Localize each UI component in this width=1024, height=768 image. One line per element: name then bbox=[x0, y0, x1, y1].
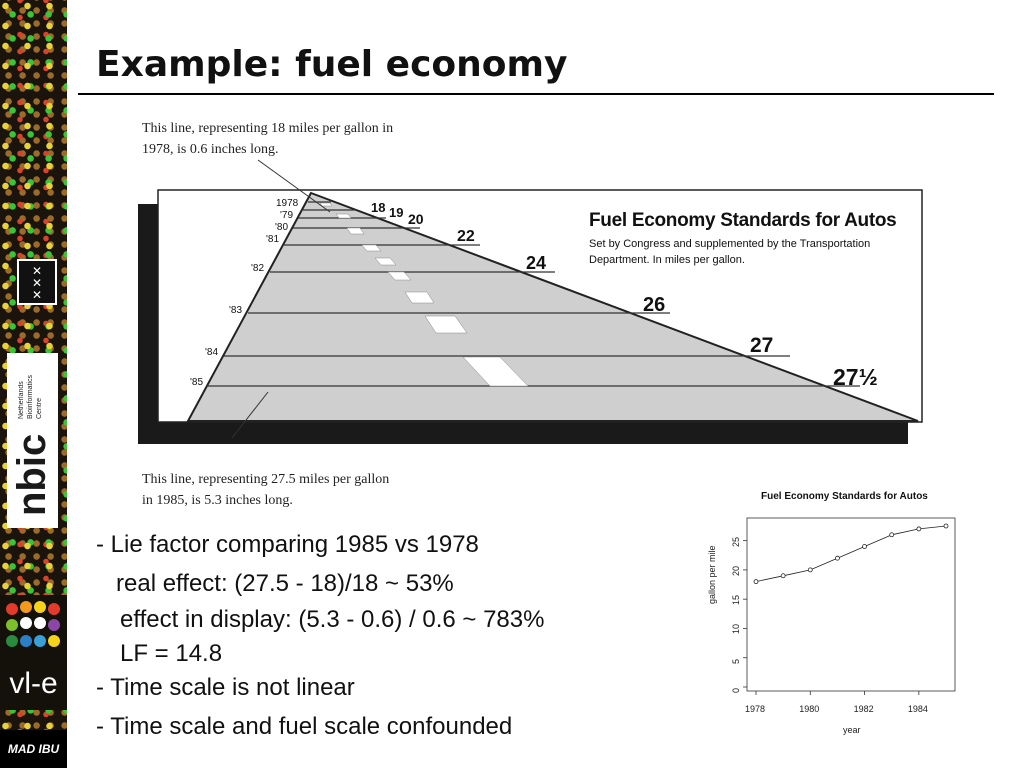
vle-wordmark: vl-e bbox=[9, 667, 58, 700]
cross-icon: ✕ bbox=[31, 288, 43, 302]
bullet-real-effect: real effect: (27.5 - 18)/18 ~ 53% bbox=[116, 570, 454, 597]
nbic-caption-line: Centre bbox=[36, 397, 43, 419]
data-point bbox=[781, 574, 785, 578]
series-line bbox=[756, 526, 946, 582]
bullet-display-effect: effect in display: (5.3 - 0.6) / 0.6 ~ 783% bbox=[120, 606, 545, 633]
year-label: '82 bbox=[251, 263, 265, 274]
data-point bbox=[890, 533, 894, 537]
mpg-label: 19 bbox=[389, 205, 404, 220]
vle-dots-icon bbox=[4, 599, 62, 659]
mpg-label: 20 bbox=[408, 211, 424, 227]
bullet-lie-factor: - Lie factor comparing 1985 vs 1978 bbox=[96, 531, 479, 558]
x-tick-label: 1978 bbox=[745, 704, 766, 714]
bullet-lf: LF = 14.8 bbox=[120, 640, 223, 667]
mpg-label: 22 bbox=[457, 228, 475, 245]
uva-logo bbox=[17, 259, 57, 305]
vle-logo bbox=[0, 595, 67, 710]
year-label: '81 bbox=[266, 234, 280, 245]
year-label: 1978 bbox=[276, 198, 299, 209]
bullet-confounded: - Time scale and fuel scale confounded bbox=[96, 713, 513, 740]
figure-title: Fuel Economy Standards for Autos bbox=[589, 210, 897, 231]
sidebar-strip bbox=[0, 0, 67, 768]
nbic-caption-line: Netherlands bbox=[18, 381, 25, 419]
title-divider bbox=[78, 93, 994, 95]
mpg-label: 24 bbox=[526, 253, 547, 273]
x-tick-label: 1984 bbox=[907, 704, 928, 714]
y-tick-label: 10 bbox=[731, 624, 741, 635]
mpg-label: 18 bbox=[371, 200, 386, 215]
nbic-wordmark: nbic bbox=[10, 433, 54, 517]
nbic-logo bbox=[7, 353, 58, 528]
mpg-label: 27 bbox=[750, 334, 774, 357]
nbic-caption bbox=[17, 359, 51, 419]
mpg-label: 27½ bbox=[833, 364, 878, 390]
year-label: '79 bbox=[280, 210, 294, 221]
data-point bbox=[835, 556, 839, 560]
data-point bbox=[917, 527, 921, 531]
annotation-bottom: This line, representing 27.5 miles per gallon in 1985, is 5.3 inches long. bbox=[142, 472, 390, 508]
year-label: '83 bbox=[229, 305, 243, 316]
bullet-time-scale: - Time scale is not linear bbox=[96, 674, 355, 701]
chart-title: Fuel Economy Standards for Autos bbox=[761, 491, 928, 502]
year-label: '84 bbox=[205, 347, 219, 358]
annotation-top: This line, representing 18 miles per gallon in 1978, is 0.6 inches long. bbox=[142, 121, 394, 157]
y-tick-label: 25 bbox=[731, 536, 741, 547]
cross-icon: ✕ bbox=[31, 276, 43, 290]
x-tick-label: 1982 bbox=[853, 704, 874, 714]
figure-subtitle: Set by Congress and supplemented by the Transportation Department. In miles per gallon. bbox=[589, 238, 871, 266]
slide-title: Example: fuel economy bbox=[96, 44, 568, 85]
data-point bbox=[754, 580, 758, 584]
x-tick-label: 1980 bbox=[799, 704, 820, 714]
y-axis-label: gallon per mile bbox=[707, 545, 717, 604]
plot-frame bbox=[747, 518, 955, 691]
y-tick-label: 20 bbox=[731, 565, 741, 576]
data-point bbox=[808, 568, 812, 572]
scanned-figure bbox=[136, 110, 926, 515]
data-point bbox=[944, 524, 948, 528]
year-label: '85 bbox=[190, 377, 204, 388]
y-tick-label: 15 bbox=[731, 595, 741, 606]
mpg-label: 26 bbox=[643, 294, 666, 316]
year-label: '80 bbox=[275, 222, 289, 233]
y-tick-label: 5 bbox=[731, 658, 741, 664]
mad-logo: MAD IBU bbox=[0, 730, 67, 768]
nbic-caption-line: Bioinformatics bbox=[27, 375, 34, 419]
x-axis-label: year bbox=[843, 725, 861, 735]
y-tick-label: 0 bbox=[731, 687, 741, 693]
data-point bbox=[863, 544, 867, 548]
cross-icon: ✕ bbox=[31, 264, 43, 278]
